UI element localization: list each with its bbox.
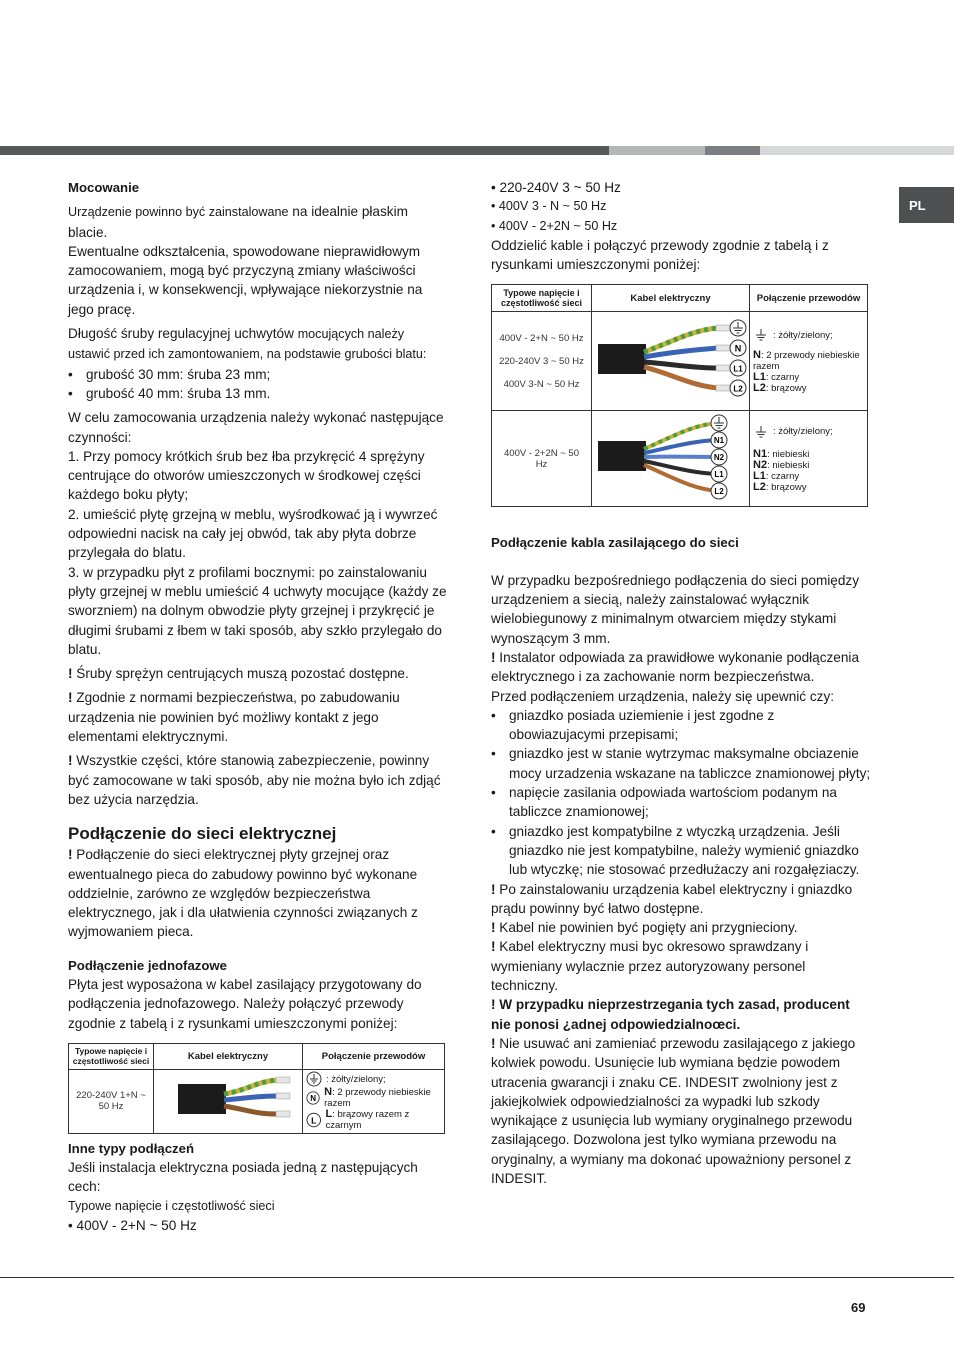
legend-key: L1 [753,469,766,482]
terminal-n-icon [730,340,746,356]
header-bar-segment [705,146,760,155]
legend-text: : niebieski [767,459,810,471]
connection-legend-cell [303,1069,445,1133]
text-span: Nie usuwać ani zamieniać przewodu zasilającego z jakiego kolwiek powodu. Usunięcie lub wymiana będzie powodem utracenia gwarancji i znaku CE. INDESIT zwolniony jest z jakiejkolwiek odpowiedzialności za wypadki lub szkody wynikające z usunięcia lub wymiany oryginalnego przewodu zasilającego. Dozwolona jest tylko wymiana przewodu na oryginalny, a wymiany ma dokonać upoważniony personel z INDESIT. [491,1035,856,1186]
terminal-label: L1 [733,364,743,374]
terminal-label: N [734,343,742,354]
language-label: PL [909,197,926,213]
list-item: • napięcie zasilania odpowiada wartościom podanym na tabliczce znamionowej; [491,783,871,822]
list-item: • gniazdko jest kompatybilne z wtyczką urządzenia. Jeśli gniazdko nie jest kompatybilne, należy wymienić gniazdko lub wtyczkę; nie stosować przedłużaczy ani rozgałęziaczy. [491,822,871,880]
table-header: Połączenie przewodów [750,285,868,312]
legend-text: : 2 przewody niebieskie razem [324,1087,431,1110]
legend-ground-text: : żółty/zielony; [773,426,833,438]
wire-terminal [716,345,730,351]
warning-mark: ! [68,690,73,706]
text-span: Kabel nie powinien być pogięty ani przygnieciony. [495,920,798,936]
terminal-n2-icon [711,449,727,465]
legend-text: : brązowy razem z czarnym [325,1109,410,1132]
text-span: Zgodnie z normami bezpieczeństwa, po zabudowaniu urządzenia nie powinien być możliwy kontakt z jego elementami elektrycznymi. [68,690,400,745]
paragraph: W celu zamocowania urządzenia należy wykonać następujące czynności: [68,410,444,445]
table-header: Kabel elektryczny [154,1043,303,1069]
legend-text: : brązowy [765,481,807,493]
terminal-label: N1 [713,436,725,446]
list-item-text: gniazdko jest w stanie wytrzymac maksymalne obciazenie mocy urzadzenia wskazane na tabliczce znamionowej płyty; [509,746,871,781]
table-header: Połączenie przewodów [303,1043,445,1069]
paragraph: 2. umieścić płytę grzejną w meblu, wyśrodkować ją i wywrzeć odpowiedni nacisk na cały jej obwód, tak aby płyta dobrze przylegała do blatu. [68,506,438,561]
list-item-text: grubość 40 mm: śruba 13 mm. [86,385,271,401]
legend-key: N2 [753,458,768,471]
wire-terminal [716,385,730,391]
left-column [68,178,448,1235]
header-bar-segment [0,146,609,155]
terminal-label: L2 [733,384,743,394]
list-item-text: grubość 30 mm: śruba 23 mm; [86,366,271,382]
right-column [491,178,871,1188]
wire-brown [224,1106,278,1114]
header-bar-segment [609,146,705,155]
text-span: Kabel elektryczny musi byc okresowo sprawdzany i wymieniany wylacznie przez autoryzowany personel techniczny. [491,939,809,994]
legend-key: L [325,1108,333,1121]
terminal-l1-icon [730,360,746,376]
paragraph: Jeśli instalacja elektryczna posiada jedną z następujących cech: [68,1160,418,1195]
voltage-cell: 220-240V 1+N ~ 50 Hz [69,1069,154,1133]
section-heading-single-phase: Podłączenie jednofazowe [68,957,228,973]
section-heading-other: Inne typy podłączeń [68,1140,195,1156]
list-item-text: napięcie zasilania odpowiada wartościom podanym na tabliczce znamionowej; [509,785,837,820]
paragraph: • 220-240V 3 ~ 50 Hz [491,180,621,195]
header-color-bar [0,146,954,155]
legend-ground-text: : żółty/zielony; [326,1073,386,1085]
legend-text: : niebieski [767,448,810,460]
warning-mark: ! [68,666,73,682]
text-span: Instalator odpowiada za prawidłowe wykonanie podłączenia elektrycznego i za zachowanie norm bezpieczeństwa. [491,649,860,685]
connection-legend-cell [750,411,868,507]
text-span: na idealnie płaskim blacie. [68,204,408,240]
legend-key: L2 [753,382,766,395]
paragraph: W przypadku bezpośredniego podłączenia do sieci pomiędzy urządzeniem a siecią, należy zainstalować wyłącznik wielobiegunowy z minimalnym otwarciem między stykami wynoszącym 3 mm. [491,572,860,646]
legend-key: N [324,1086,333,1099]
terminal-label: L [311,1115,317,1126]
terminal-n-icon [306,1090,320,1106]
terminal-l2-icon [711,483,727,499]
legend-text: : 2 przewody niebieskie razem [753,350,860,373]
warning-note [68,751,448,809]
ground-symbol-icon [753,328,769,342]
legend-key: N1 [753,447,768,460]
warning-note [491,1034,871,1188]
warning-note [491,918,871,937]
paragraph: Typowe napięcie i częstotliwość sieci [68,1198,275,1213]
text-span: Śruby sprężyn centrujących muszą pozostać dostępne. [72,666,409,682]
warning-mark: ! [68,847,73,863]
wire-terminal [276,1111,290,1117]
paragraph: Oddzielić kable i połączyć przewody zgodnie z tabelą i z rysunkami umieszczonymi poniżej: [491,237,829,273]
voltage-text: 400V - 2+N ~ 50 Hz [499,332,584,344]
terminal-label: N2 [713,453,725,463]
paragraph [68,324,448,365]
warning-note [491,995,871,1034]
voltage-text: 400V 3-N ~ 50 Hz [503,378,580,390]
wire-terminal [716,325,730,331]
terminal-l-icon [306,1112,322,1128]
warning-note [68,688,448,746]
legend-text: : czarny [765,470,800,482]
wire-blue [224,1096,278,1100]
section-heading-mains: Podłączenie kabla zasilającego do sieci [491,535,739,551]
terminal-label: L2 [714,487,724,497]
table-header: Kabel elektryczny [592,285,750,312]
cable-diagram-cell [592,411,750,507]
cable-diagram-cell [154,1069,303,1133]
warning-note [68,845,448,941]
warning-mark: ! [68,753,73,769]
ground-symbol-icon [711,415,727,431]
text-span: Długość śruby regulacyjnej uchwytów [68,326,298,342]
warning-mark: ! [491,939,496,955]
paragraph: 3. w przypadku płyt z profilami bocznymi: po zainstalowaniu płyty grzejnej w meblu umieścić 4 uchwyty mocujące (każdy ze sworzniem) na dolnym obwodzie płyty grzejnej i przykręcić je długimi śrubami z łbem w taki sposób, aby szkło przylegało do blatu. [68,564,447,657]
list-item: • gniazdko jest w stanie wytrzymac maksymalne obciazenie mocy urzadzenia wskazane na tabliczce znamionowej płyty; [491,744,871,783]
text-span: W przypadku nieprzestrzegania tych zasad, producent nie ponosi ¿adnej odpowiedzialnoœci. [491,997,850,1032]
text-span: Urządzenie powinno być zainstalowane [68,205,289,220]
connection-legend-cell [750,312,868,411]
legend-text: : brązowy [765,383,807,395]
table-header: Typowe napięcie i częstotliwość sieci [492,285,592,312]
cable-sheath [598,344,646,374]
legend-ground-text: : żółty/zielony; [773,329,833,341]
cable-diagram [154,1070,302,1130]
language-tab [899,187,954,223]
warning-mark: ! [491,881,496,897]
wire-terminal [716,365,730,371]
legend-key: N [753,349,761,362]
warning-note [491,880,871,919]
section-heading-electrical: Podłączenie do sieci elektrycznej [68,824,337,844]
page-number: 69 [851,1300,866,1315]
cable-diagram [592,411,749,503]
list-item: • gniazdko posiada uziemienie i jest zgodne z obowiazujacymi przepisami; [491,706,871,745]
cable-sheath [178,1084,226,1114]
footer-divider [0,1277,954,1278]
paragraph: Przed podłączeniem urządzenia, należy się upewnić czy: [491,688,835,704]
warning-mark: ! [491,649,496,665]
voltage-cell [492,312,592,411]
list-item: • grubość 40 mm: śruba 13 mm. [68,384,448,403]
warning-note [68,664,448,683]
warning-mark: ! [491,920,496,936]
text-span: mocujących należy ustawić przed ich zamontowaniem, na podstawie grubości blatu: [68,327,427,362]
terminal-l2-icon [730,380,746,396]
wire-terminal [276,1093,290,1099]
ground-symbol-icon [730,320,746,336]
header-bar-segment [760,146,954,155]
paragraph [68,202,448,242]
paragraph: • 400V - 2+N ~ 50 Hz [68,1218,197,1234]
warning-note [491,648,871,687]
legend-key: L1 [753,371,766,384]
terminal-label: L1 [714,470,724,480]
text-span: Podłączenie do sieci elektrycznej płyty grzejnej oraz ewentualnego pieca do zabudowy powinno być wykonane oddzielnie, zarówno ze względów bezpieczeństwa elektrycznego, jak i dla ułatwienia czynności związanych z wyjmowaniem pieca. [68,847,418,940]
terminal-n1-icon [711,432,727,448]
paragraph: Płyta jest wyposażona w kabel zasilający przygotowany do podłączenia jednofazowego. Należy połączyć przewody zgodnie z tabelą i z rysunkami umieszczonymi poniżej: [68,976,422,1031]
warning-note [491,937,871,995]
paragraph: Ewentualne odkształcenia, spowodowane nieprawidłowym zamocowaniem, mogą być przyczyną zmiany właściwości urządzenia i, w konsekwencji, wpływające niekorzystnie na jego pracę. [68,243,423,317]
multi-phase-table [491,284,868,507]
table-header: Typowe napięcie i częstotliwość sieci [69,1043,154,1069]
warning-mark: ! [491,1035,496,1051]
text-span: Po zainstalowaniu urządzenia kabel elektryczny i gniazdko prądu powinny być łatwo dostępne. [491,881,853,916]
text-span: Wszystkie części, które stanowią zabezpieczenie, powinny być zamocowane w taki sposób, aby nie można było ich zdjąć bez użycia narzędzia. [68,753,441,807]
paragraph: • 400V - 2+2N ~ 50 Hz [491,218,618,233]
ground-symbol-icon [306,1071,322,1087]
single-phase-table [68,1043,445,1134]
terminal-label: N [310,1094,316,1104]
paragraph: 1. Przy pomocy krótkich śrub bez łba przykręcić 4 sprężyny centrujące do otworów umieszczonych w środkowej części każdego boku płyty; [68,448,425,503]
terminal-l1-icon [711,466,727,482]
list-item-text: gniazdko posiada uziemienie i jest zgodne z obowiazujacymi przepisami; [509,707,775,743]
legend-key: L2 [753,480,766,493]
voltage-cell: 400V - 2+2N ~ 50 Hz [492,411,592,507]
legend-text: : czarny [765,372,800,384]
cable-sheath [598,441,646,471]
list-item: • grubość 30 mm: śruba 23 mm; [68,365,448,384]
paragraph: • 400V 3 - N ~ 50 Hz [491,199,607,214]
ground-symbol-icon [753,425,769,439]
wire-black [644,362,718,368]
warning-mark: ! [491,997,496,1013]
wire-terminal [276,1077,290,1083]
section-heading-mocowanie: Mocowanie [68,180,140,195]
cable-diagram [592,312,749,407]
cable-diagram-cell [592,312,750,411]
voltage-text: 220-240V 3 ~ 50 Hz [499,355,584,367]
list-item-text: gniazdko jest kompatybilne z wtyczką urządzenia. Jeśli gniazdko nie jest kompatybilne, należy wymienić gniazdko lub wtyczkę; nie stosować przedłużaczy ani rozgałęziaczy. [509,823,860,878]
